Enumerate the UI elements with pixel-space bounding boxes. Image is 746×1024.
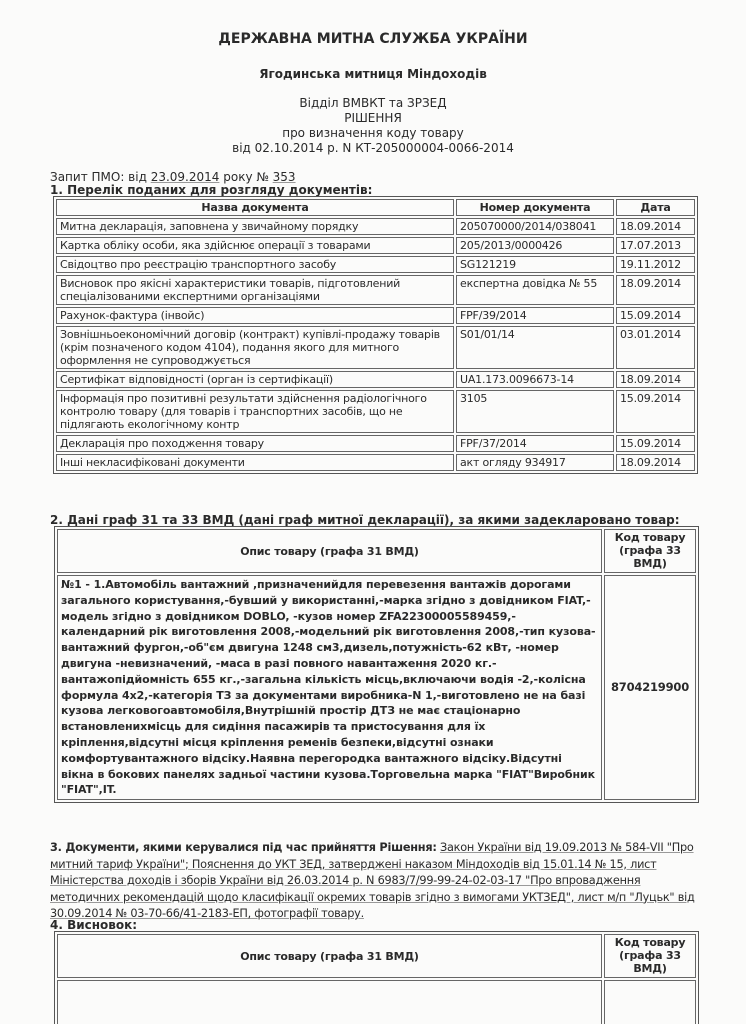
table-row	[56, 390, 695, 433]
section4-title: 4. Висновок:	[50, 918, 138, 932]
doc-number: FPF/37/2014	[456, 435, 614, 452]
doc-date: 18.09.2014	[616, 218, 695, 235]
request-prefix: Запит ПМО: від	[50, 170, 151, 184]
conclusion-table	[54, 931, 699, 1024]
doc-number: 205070000/2014/038041	[456, 218, 614, 235]
col-number: Номер документа	[456, 199, 614, 216]
doc-name: Декларація про походження товару	[56, 435, 454, 452]
col-date: Дата	[616, 199, 695, 216]
doc-date: 03.01.2014	[616, 326, 695, 369]
table-row	[57, 980, 696, 1024]
col-description: Опис товару (графа 31 ВМД)	[57, 529, 602, 573]
doc-date: 18.09.2014	[616, 454, 695, 471]
table-row	[56, 275, 695, 305]
doc-date: 17.07.2013	[616, 237, 695, 254]
conclusion-code	[604, 980, 696, 1024]
table-header	[56, 199, 695, 216]
doc-name: Рахунок-фактура (інвойс)	[56, 307, 454, 324]
section1-title: 1. Перелік поданих для розгляду документів:	[50, 183, 373, 197]
doc-number: UA1.173.0096673-14	[456, 371, 614, 388]
doc-name: Картка обліку особи, яка здійснює операції з товарами	[56, 237, 454, 254]
goods-table	[54, 526, 699, 803]
col-name: Назва документа	[56, 199, 454, 216]
request-date: 23.09.2014	[150, 170, 220, 184]
office-name: Ягодинська митниця Міндоходів	[259, 67, 487, 81]
col-code: Код товару (графа 33 ВМД)	[604, 934, 696, 978]
doc-name: Висновок про якісні характеристики товарів, підготовлений спеціалізованими експертними організаціями	[56, 275, 454, 305]
doc-number: SG121219	[456, 256, 614, 273]
doc-type: РІШЕННЯ	[344, 111, 402, 125]
agency-title: ДЕРЖАВНА МИТНА СЛУЖБА УКРАЇНИ	[218, 31, 528, 47]
doc-number: експертна довідка № 55	[456, 275, 614, 305]
doc-name: Інформація про позитивні результати здійснення радіологічного контролю товару (для товарів і транспортних засобів, що не підлягають екологічному контр	[56, 390, 454, 433]
section3-text: Закон України від 19.09.2013 № 584-VII "Про митний тариф України"; Пояснення до УКТ ЗЕД, затверджені наказом Міндоходів від 15.01.14 № 15, лист Міністерства доходів і зборів України від 26.03.2014 р. N 6983/7/99-99-24-02-03-17 "Про впровадження методичних рекомендацій щодо класифікації окремих товарів згідно з вимогами УКТЗЕД", лист м/п "Луцьк" від 30.09.2014 № 03-70-66/41-2183-ЕП, фотографії товару.	[50, 841, 695, 920]
doc-date: 15.09.2014	[616, 390, 695, 433]
doc-name: Сертифікат відповідності (орган із сертифікації)	[56, 371, 454, 388]
table-header	[57, 529, 696, 573]
doc-date: 15.09.2014	[616, 435, 695, 452]
table-row	[56, 454, 695, 471]
table-header	[57, 934, 696, 978]
documents-table	[53, 196, 698, 474]
doc-date: 18.09.2014	[616, 275, 695, 305]
conclusion-description	[57, 980, 602, 1024]
table-row	[56, 307, 695, 324]
table-row	[57, 575, 696, 800]
doc-date: 15.09.2014	[616, 307, 695, 324]
doc-number: 3105	[456, 390, 614, 433]
doc-number: 205/2013/0000426	[456, 237, 614, 254]
request-mid: року №	[219, 170, 273, 184]
doc-name: Зовнішньоекономічний договір (контракт) купівлі-продажу товарів (крім позначеного кодом 4104), подання якого для митного оформлення не супроводжується	[56, 326, 454, 369]
request-number: 353	[272, 170, 296, 184]
doc-date: 18.09.2014	[616, 371, 695, 388]
request-line	[50, 170, 296, 184]
col-code: Код товару (графа 33 ВМД)	[604, 529, 696, 573]
table-row	[56, 371, 695, 388]
doc-number: S01/01/14	[456, 326, 614, 369]
table-row	[56, 435, 695, 452]
doc-number: акт огляду 934917	[456, 454, 614, 471]
table-row	[56, 326, 695, 369]
goods-description: №1 - 1.Автомобіль вантажний ,призначенийдля перевезення вантажів дорогами загального користування,-бувший у використанні,-марка згідно з довідником FIAT,-модель згідно з довідником DOBLO, -кузов номер ZFA22300005589459,-календарний рік виготовлення 2008,-модельний рік виготовлення 2008,-тип кузова-вантажний фургон,-об"єм двигуна 1248 см3,дизель,потужність-62 кВт, -номер двигуна -невизначений, -маса в разі повного навантаження 2020 кг.-вантажопідйомність 655 кг.,-загальна кількість місць,включаючи водія -2,-колісна формула 4х2,-категорія ТЗ за документами виробника-N 1,-виготовлено не на базі кузова легковогоавтомобіля,Внутрішній простір ДТЗ не має стаціонарно встановленихмісць для сидіння пасажирів та пристосування для їх кріплення,відсутні місця кріплення ременів безпеки,відсутні ознаки комфортувантажного відсіку.Наявна перегородка вантажного відсіку.Відсутні вікна в бокових панелях задньої частини кузова.Торговельна марка "FIAT"Виробник "FIAT",IT.	[57, 575, 602, 800]
doc-date: 19.11.2012	[616, 256, 695, 273]
section3	[50, 840, 700, 923]
doc-name: Інші некласифіковані документи	[56, 454, 454, 471]
col-description: Опис товару (графа 31 ВМД)	[57, 934, 602, 978]
department: Відділ ВМВКТ та ЗРЗЕД	[299, 96, 447, 110]
doc-name: Свідоцтво про реєстрацію транспортного засобу	[56, 256, 454, 273]
table-row	[56, 256, 695, 273]
section3-title: 3. Документи, якими керувалися під час прийняття Рішення:	[50, 841, 437, 854]
doc-number: FPF/39/2014	[456, 307, 614, 324]
table-row	[56, 237, 695, 254]
doc-name: Митна декларація, заповнена у звичайному порядку	[56, 218, 454, 235]
decision-number: від 02.10.2014 р. N КТ-205000004-0066-2014	[232, 141, 514, 155]
goods-code: 8704219900	[604, 575, 696, 800]
table-row	[56, 218, 695, 235]
section2-title: 2. Дані граф 31 та 33 ВМД (дані граф митної декларації), за якими задекларовано товар:	[50, 513, 680, 527]
subject: про визначення коду товару	[282, 126, 464, 140]
